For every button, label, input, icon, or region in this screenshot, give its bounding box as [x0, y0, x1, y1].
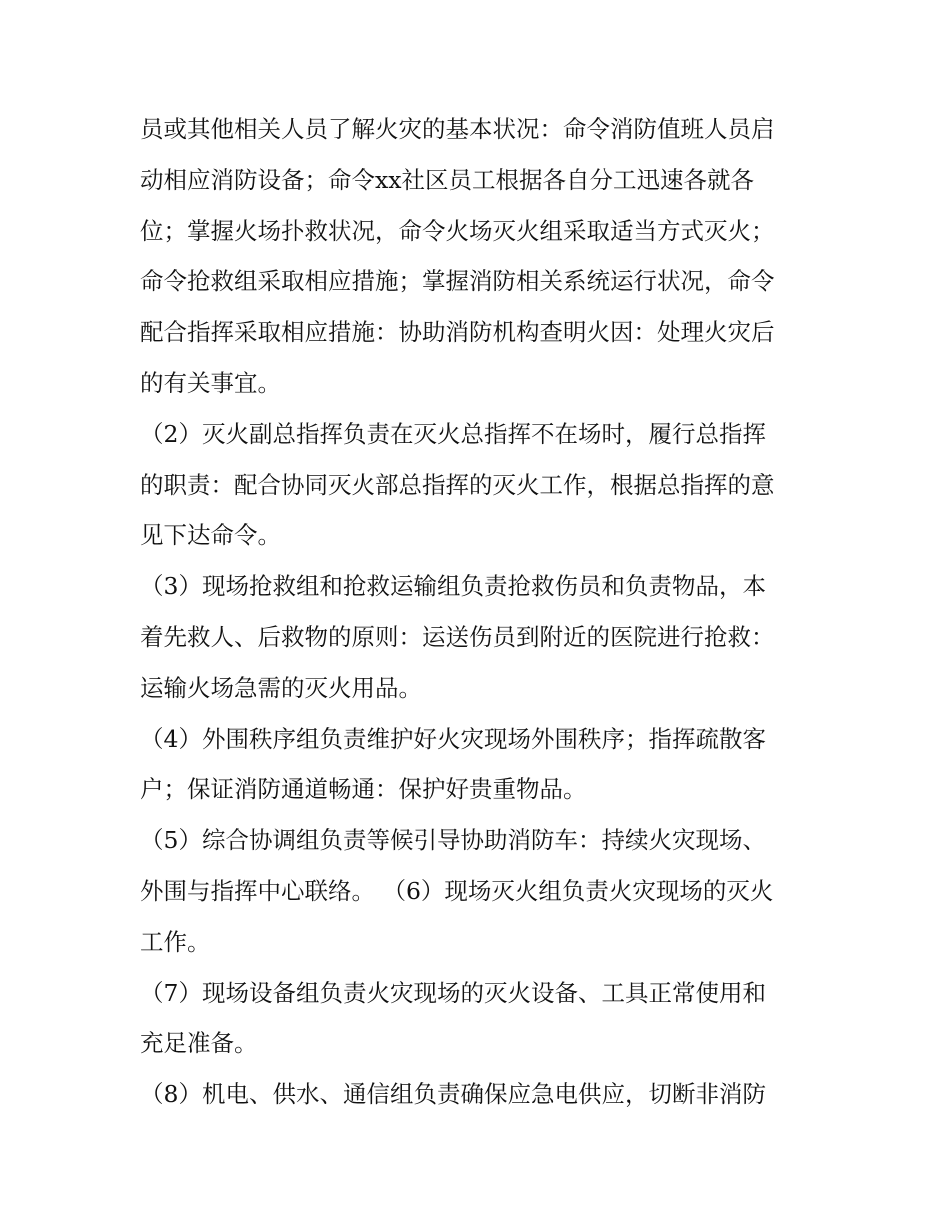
text-line: 的职责：配合协同灭火部总指挥的灭火工作，根据总指挥的意: [140, 470, 775, 499]
text-line: 运输火场急需的灭火用品。: [140, 673, 422, 702]
text-line: （7）现场设备组负责火灾现场的灭火设备、工具正常使用和: [140, 978, 766, 1007]
text-line: 见下达命令。: [140, 521, 281, 550]
text-line: （2）灭火副总指挥负责在灭火总指挥不在场时，履行总指挥: [140, 419, 766, 448]
text-line: （8）机电、供水、通信组负责确保应急电供应，切断非消防: [140, 1080, 766, 1109]
text-line: 工作。: [140, 927, 211, 956]
text-line: 命令抢救组采取相应措施；掌握消防相关系统运行状况，命令: [140, 267, 775, 296]
text-line: （5）综合协调组负责等候引导协助消防车：持续火灾现场、: [140, 826, 766, 855]
text-line: 的有关事宜。: [140, 368, 281, 397]
text-line: 着先救人、后救物的原则：运送伤员到附近的医院进行抢救：: [140, 622, 775, 651]
text-line: 动相应消防设备；命令xx社区员工根据各自分工迅速各就各: [140, 165, 755, 194]
text-line: 员或其他相关人员了解火灾的基本状况：命令消防值班人员启: [140, 115, 775, 143]
text-line: 位；掌握火场扑救状况，命令火场灭火组采取适当方式灭火；: [140, 216, 775, 245]
text-line: 外围与指挥中心联络。 （6）现场灭火组负责火灾现场的灭火: [140, 876, 774, 905]
text-line: （4）外围秩序组负责维护好火灾现场外围秩序；指挥疏散客: [140, 724, 766, 753]
document-body: [140, 104, 820, 1120]
text-line: （3）现场抢救组和抢救运输组负责抢救伤员和负责物品，本: [140, 572, 766, 601]
text-line: 户；保证消防通道畅通：保护好贵重物品。: [140, 775, 587, 804]
text-line: 充足准备。: [140, 1029, 258, 1058]
text-line: 配合指挥采取相应措施：协助消防机构查明火因：处理火灾后: [140, 318, 775, 347]
